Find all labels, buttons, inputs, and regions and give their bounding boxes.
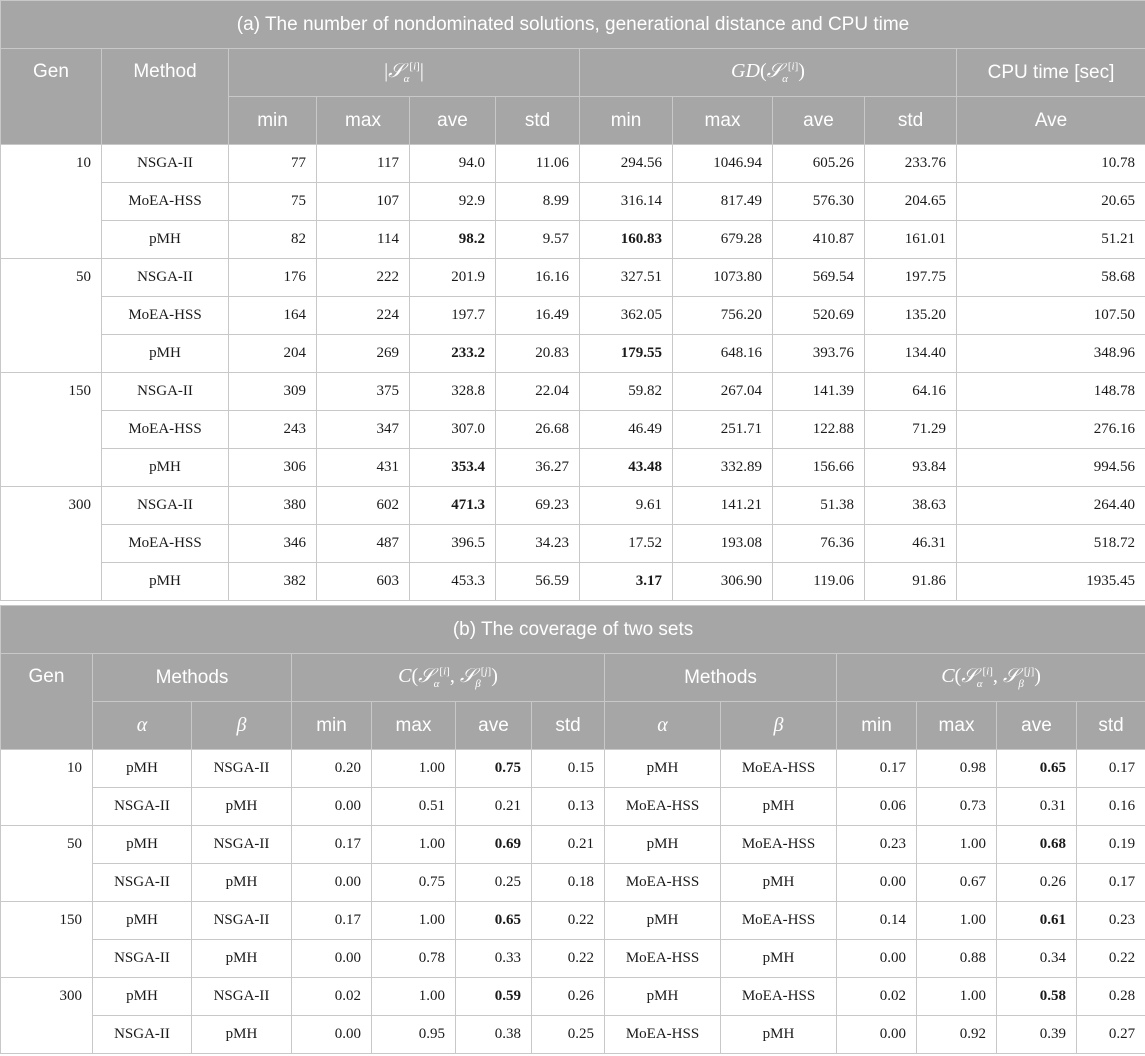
value-cell: 46.31 (865, 525, 957, 563)
value-cell: 306.90 (673, 563, 773, 601)
value-cell: 17.52 (580, 525, 673, 563)
value-cell: 309 (229, 373, 317, 411)
value-cell: 348.96 (957, 335, 1145, 373)
beta-method-cell: NSGA-II (192, 750, 292, 788)
value-cell: 0.65 (456, 902, 532, 940)
header-max: max (673, 97, 773, 145)
alpha-method-cell: pMH (93, 902, 192, 940)
gen-cell: 150 (1, 373, 102, 487)
beta-method-cell: MoEA-HSS (721, 750, 837, 788)
value-cell: 362.05 (580, 297, 673, 335)
value-cell: 453.3 (410, 563, 496, 601)
value-cell: 0.13 (532, 788, 605, 826)
value-cell: 16.16 (496, 259, 580, 297)
value-cell: 0.17 (292, 826, 372, 864)
value-cell: 0.17 (292, 902, 372, 940)
value-cell: 0.02 (292, 978, 372, 1016)
value-cell: 10.78 (957, 145, 1145, 183)
value-cell: 518.72 (957, 525, 1145, 563)
value-cell: 1.00 (917, 978, 997, 1016)
value-cell: 233.76 (865, 145, 957, 183)
value-cell: 93.84 (865, 449, 957, 487)
header-ave: ave (410, 97, 496, 145)
value-cell: 306 (229, 449, 317, 487)
header-cpu-ave: Ave (957, 97, 1145, 145)
value-cell: 0.22 (1077, 940, 1145, 978)
value-cell: 817.49 (673, 183, 773, 221)
value-cell: 0.00 (292, 1016, 372, 1054)
table-row (1, 826, 1145, 864)
method-cell: pMH (102, 449, 229, 487)
value-cell: 569.54 (773, 259, 865, 297)
header-cpu-time: CPU time [sec] (957, 49, 1145, 97)
beta-method-cell: pMH (721, 788, 837, 826)
beta-method-cell: pMH (721, 940, 837, 978)
alpha-method-cell: pMH (605, 902, 721, 940)
value-cell: 107.50 (957, 297, 1145, 335)
header-max: max (317, 97, 410, 145)
value-cell: 0.22 (532, 940, 605, 978)
value-cell: 0.69 (456, 826, 532, 864)
value-cell: 0.68 (997, 826, 1077, 864)
value-cell: 576.30 (773, 183, 865, 221)
value-cell: 114 (317, 221, 410, 259)
value-cell: 69.23 (496, 487, 580, 525)
table-row (1, 563, 1145, 601)
header-ave: ave (773, 97, 865, 145)
method-cell: NSGA-II (102, 145, 229, 183)
value-cell: 0.06 (837, 788, 917, 826)
beta-method-cell: MoEA-HSS (721, 902, 837, 940)
value-cell: 332.89 (673, 449, 773, 487)
value-cell: 9.57 (496, 221, 580, 259)
value-cell: 0.00 (837, 1016, 917, 1054)
value-cell: 204.65 (865, 183, 957, 221)
table-row (1, 487, 1145, 525)
value-cell: 487 (317, 525, 410, 563)
value-cell: 0.38 (456, 1016, 532, 1054)
value-cell: 0.20 (292, 750, 372, 788)
table-row (1, 335, 1145, 373)
value-cell: 0.67 (917, 864, 997, 902)
value-cell: 0.19 (1077, 826, 1145, 864)
gen-cell: 10 (1, 750, 93, 826)
header-std: std (1077, 702, 1145, 750)
table-row (1, 525, 1145, 563)
method-cell: pMH (102, 335, 229, 373)
beta-method-cell: pMH (192, 940, 292, 978)
value-cell: 294.56 (580, 145, 673, 183)
value-cell: 176 (229, 259, 317, 297)
header-coverage: C(𝒮$_\alpha$[i], 𝒮$_\beta$[j]) (292, 654, 605, 702)
value-cell: 141.21 (673, 487, 773, 525)
value-cell: 0.14 (837, 902, 917, 940)
value-cell: 0.98 (917, 750, 997, 788)
value-cell: 0.61 (997, 902, 1077, 940)
value-cell: 0.23 (1077, 902, 1145, 940)
value-cell: 77 (229, 145, 317, 183)
method-cell: MoEA-HSS (102, 525, 229, 563)
value-cell: 0.00 (837, 940, 917, 978)
alpha-method-cell: pMH (605, 978, 721, 1016)
beta-method-cell: pMH (721, 1016, 837, 1054)
value-cell: 197.75 (865, 259, 957, 297)
table-row (1, 297, 1145, 335)
table-a-title: (a) The number of nondominated solutions, generational distance and CPU time (1, 1, 1145, 49)
gen-cell: 300 (1, 978, 93, 1054)
value-cell: 648.16 (673, 335, 773, 373)
header-ave: ave (997, 702, 1077, 750)
value-cell: 267.04 (673, 373, 773, 411)
value-cell: 994.56 (957, 449, 1145, 487)
header-method: Method (102, 49, 229, 145)
value-cell: 0.25 (456, 864, 532, 902)
alpha-method-cell: MoEA-HSS (605, 940, 721, 978)
value-cell: 1046.94 (673, 145, 773, 183)
table-row (1, 183, 1145, 221)
gen-cell: 300 (1, 487, 102, 601)
value-cell: 0.17 (1077, 750, 1145, 788)
value-cell: 0.00 (292, 864, 372, 902)
value-cell: 264.40 (957, 487, 1145, 525)
value-cell: 520.69 (773, 297, 865, 335)
value-cell: 164 (229, 297, 317, 335)
value-cell: 346 (229, 525, 317, 563)
alpha-method-cell: NSGA-II (93, 940, 192, 978)
results-table-b (0, 605, 1145, 1054)
value-cell: 1.00 (372, 902, 456, 940)
table-b-title: (b) The coverage of two sets (1, 606, 1145, 654)
header-beta: β (192, 702, 292, 750)
beta-method-cell: pMH (721, 864, 837, 902)
beta-method-cell: pMH (192, 864, 292, 902)
value-cell: 26.68 (496, 411, 580, 449)
value-cell: 117 (317, 145, 410, 183)
value-cell: 1.00 (372, 750, 456, 788)
value-cell: 375 (317, 373, 410, 411)
value-cell: 76.36 (773, 525, 865, 563)
value-cell: 0.27 (1077, 1016, 1145, 1054)
value-cell: 107 (317, 183, 410, 221)
header-methods: Methods (93, 654, 292, 702)
value-cell: 396.5 (410, 525, 496, 563)
value-cell: 269 (317, 335, 410, 373)
value-cell: 1935.45 (957, 563, 1145, 601)
value-cell: 38.63 (865, 487, 957, 525)
value-cell: 0.26 (532, 978, 605, 1016)
value-cell: 327.51 (580, 259, 673, 297)
value-cell: 20.83 (496, 335, 580, 373)
table-row (1, 940, 1145, 978)
value-cell: 148.78 (957, 373, 1145, 411)
value-cell: 204 (229, 335, 317, 373)
value-cell: 160.83 (580, 221, 673, 259)
value-cell: 56.59 (496, 563, 580, 601)
value-cell: 1.00 (917, 826, 997, 864)
value-cell: 380 (229, 487, 317, 525)
value-cell: 233.2 (410, 335, 496, 373)
value-cell: 605.26 (773, 145, 865, 183)
value-cell: 119.06 (773, 563, 865, 601)
table-row (1, 978, 1145, 1016)
value-cell: 307.0 (410, 411, 496, 449)
value-cell: 75 (229, 183, 317, 221)
value-cell: 602 (317, 487, 410, 525)
header-std: std (496, 97, 580, 145)
value-cell: 135.20 (865, 297, 957, 335)
value-cell: 0.15 (532, 750, 605, 788)
value-cell: 0.88 (917, 940, 997, 978)
method-cell: pMH (102, 563, 229, 601)
value-cell: 0.51 (372, 788, 456, 826)
value-cell: 0.23 (837, 826, 917, 864)
header-ave: ave (456, 702, 532, 750)
value-cell: 471.3 (410, 487, 496, 525)
value-cell: 603 (317, 563, 410, 601)
value-cell: 0.28 (1077, 978, 1145, 1016)
value-cell: 36.27 (496, 449, 580, 487)
gen-cell: 150 (1, 902, 93, 978)
method-cell: MoEA-HSS (102, 411, 229, 449)
table-row (1, 411, 1145, 449)
alpha-method-cell: MoEA-HSS (605, 1016, 721, 1054)
value-cell: 161.01 (865, 221, 957, 259)
header-std: std (532, 702, 605, 750)
method-cell: MoEA-HSS (102, 183, 229, 221)
table-row (1, 221, 1145, 259)
header-beta: β (721, 702, 837, 750)
alpha-method-cell: NSGA-II (93, 788, 192, 826)
gen-cell: 50 (1, 826, 93, 902)
value-cell: 20.65 (957, 183, 1145, 221)
value-cell: 0.21 (456, 788, 532, 826)
table-row (1, 902, 1145, 940)
table-row (1, 259, 1145, 297)
value-cell: 0.16 (1077, 788, 1145, 826)
value-cell: 0.33 (456, 940, 532, 978)
value-cell: 222 (317, 259, 410, 297)
table-row (1, 373, 1145, 411)
value-cell: 0.18 (532, 864, 605, 902)
value-cell: 98.2 (410, 221, 496, 259)
value-cell: 243 (229, 411, 317, 449)
value-cell: 0.00 (837, 864, 917, 902)
value-cell: 431 (317, 449, 410, 487)
value-cell: 58.68 (957, 259, 1145, 297)
method-cell: NSGA-II (102, 259, 229, 297)
value-cell: 64.16 (865, 373, 957, 411)
value-cell: 71.29 (865, 411, 957, 449)
beta-method-cell: NSGA-II (192, 902, 292, 940)
table-a-body (1, 145, 1145, 601)
header-max: max (372, 702, 456, 750)
header-alpha: α (605, 702, 721, 750)
value-cell: 8.99 (496, 183, 580, 221)
value-cell: 179.55 (580, 335, 673, 373)
value-cell: 382 (229, 563, 317, 601)
value-cell: 0.34 (997, 940, 1077, 978)
value-cell: 328.8 (410, 373, 496, 411)
table-row (1, 788, 1145, 826)
value-cell: 316.14 (580, 183, 673, 221)
alpha-method-cell: MoEA-HSS (605, 864, 721, 902)
value-cell: 0.59 (456, 978, 532, 1016)
method-cell: NSGA-II (102, 487, 229, 525)
value-cell: 134.40 (865, 335, 957, 373)
alpha-method-cell: NSGA-II (93, 864, 192, 902)
value-cell: 92.9 (410, 183, 496, 221)
value-cell: 679.28 (673, 221, 773, 259)
method-cell: MoEA-HSS (102, 297, 229, 335)
value-cell: 0.73 (917, 788, 997, 826)
value-cell: 141.39 (773, 373, 865, 411)
beta-method-cell: NSGA-II (192, 978, 292, 1016)
value-cell: 16.49 (496, 297, 580, 335)
value-cell: 0.78 (372, 940, 456, 978)
table-b-body (1, 750, 1145, 1054)
value-cell: 122.88 (773, 411, 865, 449)
value-cell: 1073.80 (673, 259, 773, 297)
alpha-method-cell: pMH (605, 826, 721, 864)
value-cell: 1.00 (917, 902, 997, 940)
table-row (1, 449, 1145, 487)
header-generational-distance: GD(𝒮$_\alpha$[i]) (580, 49, 957, 97)
gen-cell: 50 (1, 259, 102, 373)
value-cell: 0.95 (372, 1016, 456, 1054)
value-cell: 393.76 (773, 335, 865, 373)
value-cell: 251.71 (673, 411, 773, 449)
beta-method-cell: MoEA-HSS (721, 826, 837, 864)
value-cell: 0.25 (532, 1016, 605, 1054)
header-solution-count: |𝒮$_\alpha$[i]| (229, 49, 580, 97)
value-cell: 347 (317, 411, 410, 449)
alpha-method-cell: pMH (93, 750, 192, 788)
value-cell: 0.39 (997, 1016, 1077, 1054)
value-cell: 410.87 (773, 221, 865, 259)
alpha-method-cell: NSGA-II (93, 1016, 192, 1054)
value-cell: 0.31 (997, 788, 1077, 826)
header-gen: Gen (1, 49, 102, 145)
header-alpha: α (93, 702, 192, 750)
header-methods: Methods (605, 654, 837, 702)
value-cell: 0.65 (997, 750, 1077, 788)
alpha-method-cell: pMH (93, 978, 192, 1016)
value-cell: 156.66 (773, 449, 865, 487)
header-coverage: C(𝒮$_\alpha$[i], 𝒮$_\beta$[j]) (837, 654, 1145, 702)
value-cell: 1.00 (372, 978, 456, 1016)
value-cell: 1.00 (372, 826, 456, 864)
value-cell: 3.17 (580, 563, 673, 601)
table-row (1, 145, 1145, 183)
beta-method-cell: pMH (192, 788, 292, 826)
value-cell: 51.21 (957, 221, 1145, 259)
header-min: min (837, 702, 917, 750)
value-cell: 0.22 (532, 902, 605, 940)
value-cell: 82 (229, 221, 317, 259)
value-cell: 0.75 (372, 864, 456, 902)
value-cell: 46.49 (580, 411, 673, 449)
header-max: max (917, 702, 997, 750)
value-cell: 0.00 (292, 788, 372, 826)
table-row (1, 864, 1145, 902)
value-cell: 11.06 (496, 145, 580, 183)
beta-method-cell: MoEA-HSS (721, 978, 837, 1016)
value-cell: 0.02 (837, 978, 917, 1016)
value-cell: 193.08 (673, 525, 773, 563)
gen-cell: 10 (1, 145, 102, 259)
header-gen: Gen (1, 654, 93, 750)
value-cell: 9.61 (580, 487, 673, 525)
alpha-method-cell: MoEA-HSS (605, 788, 721, 826)
value-cell: 0.17 (1077, 864, 1145, 902)
table-row (1, 750, 1145, 788)
value-cell: 0.58 (997, 978, 1077, 1016)
value-cell: 276.16 (957, 411, 1145, 449)
method-cell: NSGA-II (102, 373, 229, 411)
method-cell: pMH (102, 221, 229, 259)
value-cell: 43.48 (580, 449, 673, 487)
value-cell: 756.20 (673, 297, 773, 335)
value-cell: 201.9 (410, 259, 496, 297)
value-cell: 59.82 (580, 373, 673, 411)
table-row (1, 1016, 1145, 1054)
value-cell: 0.75 (456, 750, 532, 788)
value-cell: 34.23 (496, 525, 580, 563)
value-cell: 94.0 (410, 145, 496, 183)
alpha-method-cell: pMH (605, 750, 721, 788)
value-cell: 0.21 (532, 826, 605, 864)
beta-method-cell: pMH (192, 1016, 292, 1054)
value-cell: 0.17 (837, 750, 917, 788)
value-cell: 0.00 (292, 940, 372, 978)
value-cell: 224 (317, 297, 410, 335)
value-cell: 51.38 (773, 487, 865, 525)
value-cell: 22.04 (496, 373, 580, 411)
beta-method-cell: NSGA-II (192, 826, 292, 864)
alpha-method-cell: pMH (93, 826, 192, 864)
header-min: min (229, 97, 317, 145)
header-min: min (292, 702, 372, 750)
value-cell: 0.26 (997, 864, 1077, 902)
header-std: std (865, 97, 957, 145)
value-cell: 353.4 (410, 449, 496, 487)
value-cell: 197.7 (410, 297, 496, 335)
value-cell: 91.86 (865, 563, 957, 601)
value-cell: 0.92 (917, 1016, 997, 1054)
header-min: min (580, 97, 673, 145)
